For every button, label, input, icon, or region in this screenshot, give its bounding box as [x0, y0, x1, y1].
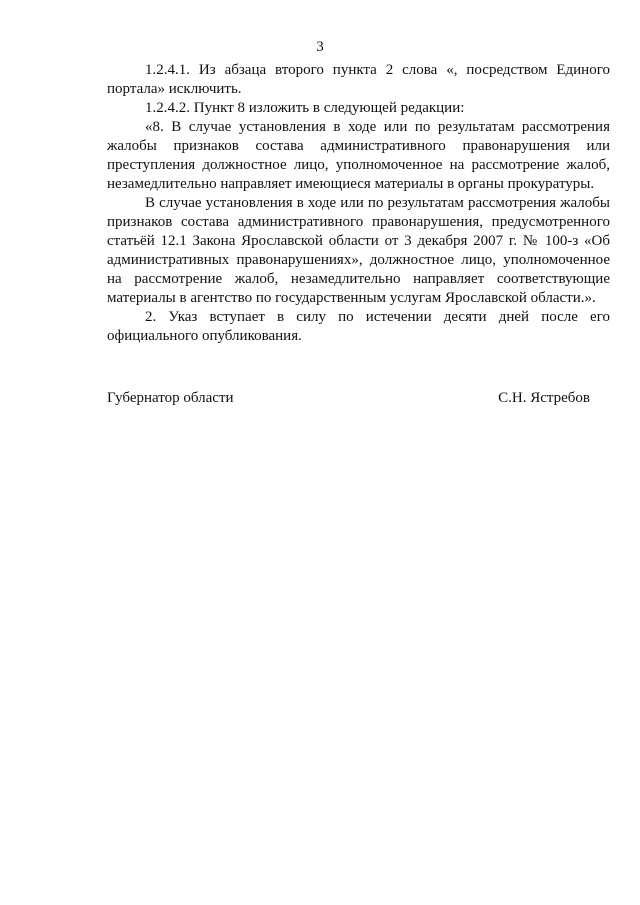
- document-body: [107, 61, 610, 346]
- paragraph-effective-date: 2. Указ вступает в силу по истечении десяти дней после его официального опубликования.: [107, 309, 610, 344]
- signatory-position: Губернатор области: [107, 390, 234, 406]
- page-number: 3: [316, 39, 324, 55]
- paragraph-item-8-continued: В случае установления в ходе или по результатам рассмотрения жалобы признаков состава административного правонарушения, предусмотренного статьёй 12.1 Закона Ярославской области от 3 декабря 2007 г. № 100-з «Об административных правонарушениях», должностное лицо, уполномоченное на рассмотрение жалоб, незамедлительно направляет соответствующие материалы в агентство по государственным услугам Ярославской области.».: [107, 195, 610, 306]
- paragraph-1-2-4-2: 1.2.4.2. Пункт 8 изложить в следующей редакции:: [145, 100, 465, 116]
- signature-block: [107, 389, 590, 408]
- paragraph-item-8: «8. В случае установления в ходе или по результатам рассмотрения жалобы признаков состава административного правонарушения или преступления должностное лицо, уполномоченное на рассмотрение жалоб, незамедлительно направляет имеющиеся материалы в органы прокуратуры.: [107, 119, 610, 192]
- paragraph-1-2-4-1: 1.2.4.1. Из абзаца второго пункта 2 слова «, посредством Единого портала» исключить.: [107, 62, 610, 97]
- signatory-name: С.Н. Ястребов: [498, 390, 590, 406]
